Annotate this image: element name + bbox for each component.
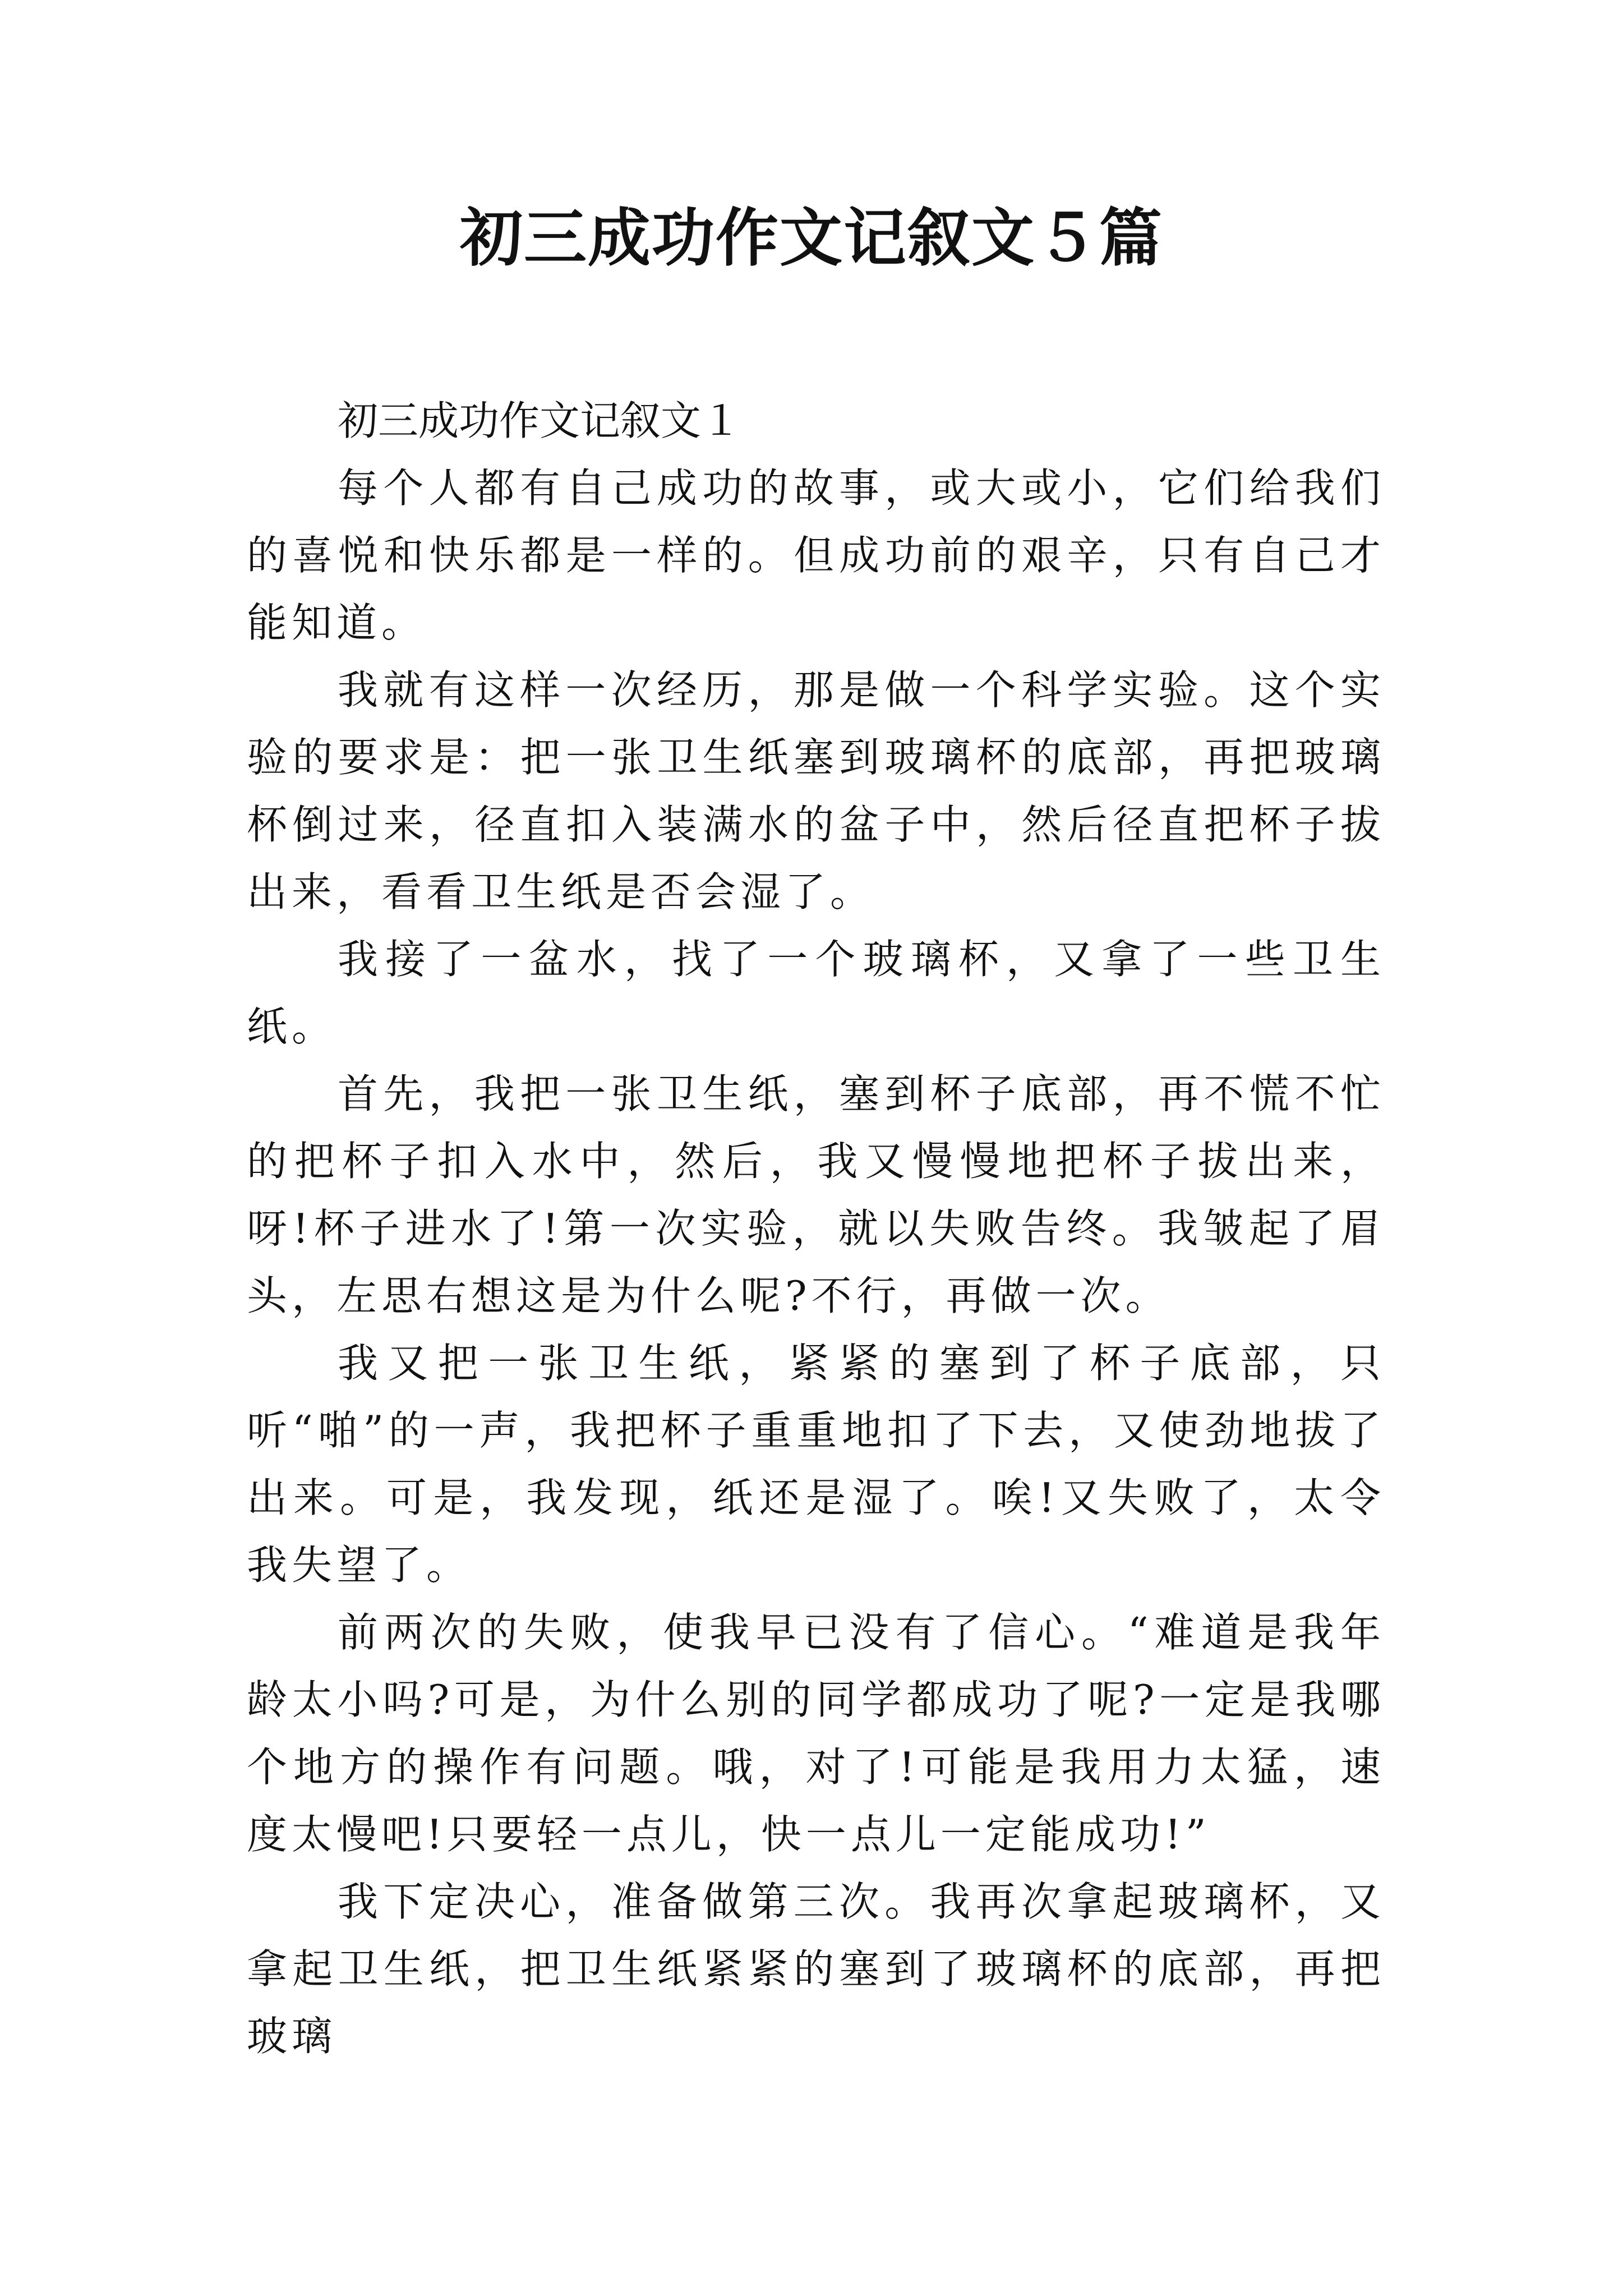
section-heading: 初三成功作文记叙文１: [338, 397, 742, 444]
document-body: [247, 387, 1385, 2070]
paragraph-4: 首先，我把一张卫生纸，塞到杯子底部，再不慌不忙的把杯子扣入水中，然后，我又慢慢地把杯子拔出来，呀!杯子进水了!第一次实验，就以失败告终。我皱起了眉头，左思右想这是为什么呢?不行，再做一次。: [247, 1070, 1385, 1319]
paragraph-1: 每个人都有自己成功的故事，或大或小，它们给我们的喜悦和快乐都是一样的。但成功前的艰辛，只有自己才能知道。: [247, 464, 1385, 646]
paragraph-2: 我就有这样一次经历，那是做一个科学实验。这个实验的要求是：把一张卫生纸塞到玻璃杯的底部，再把玻璃杯倒过来，径直扣入装满水的盆子中，然后径直把杯子拔出来，看看卫生纸是否会湿了。: [247, 666, 1385, 915]
paragraph-3: 我接了一盆水，找了一个玻璃杯，又拿了一些卫生纸。: [247, 936, 1385, 1050]
paragraph-6: 前两次的失败，使我早已没有了信心。“难道是我年龄太小吗?可是，为什么别的同学都成功了呢?一定是我哪个地方的操作有问题。哦，对了!可能是我用力太猛，速度太慢吧!只要轻一点儿，快一点儿一定能成功!”: [247, 1609, 1385, 1858]
paragraph-7: 我下定决心，准备做第三次。我再次拿起玻璃杯，又拿起卫生纸，把卫生纸紧紧的塞到了玻璃杯的底部，再把玻璃: [247, 1878, 1385, 2060]
document-title: 初三成功作文记叙文５篇: [460, 201, 1163, 275]
paragraph-5: 我又把一张卫生纸，紧紧的塞到了杯子底部，只听“啪”的一声，我把杯子重重地扣了下去，又使劲地拔了出来。可是，我发现，纸还是湿了。唉!又失败了，太令我失望了。: [247, 1340, 1385, 1589]
